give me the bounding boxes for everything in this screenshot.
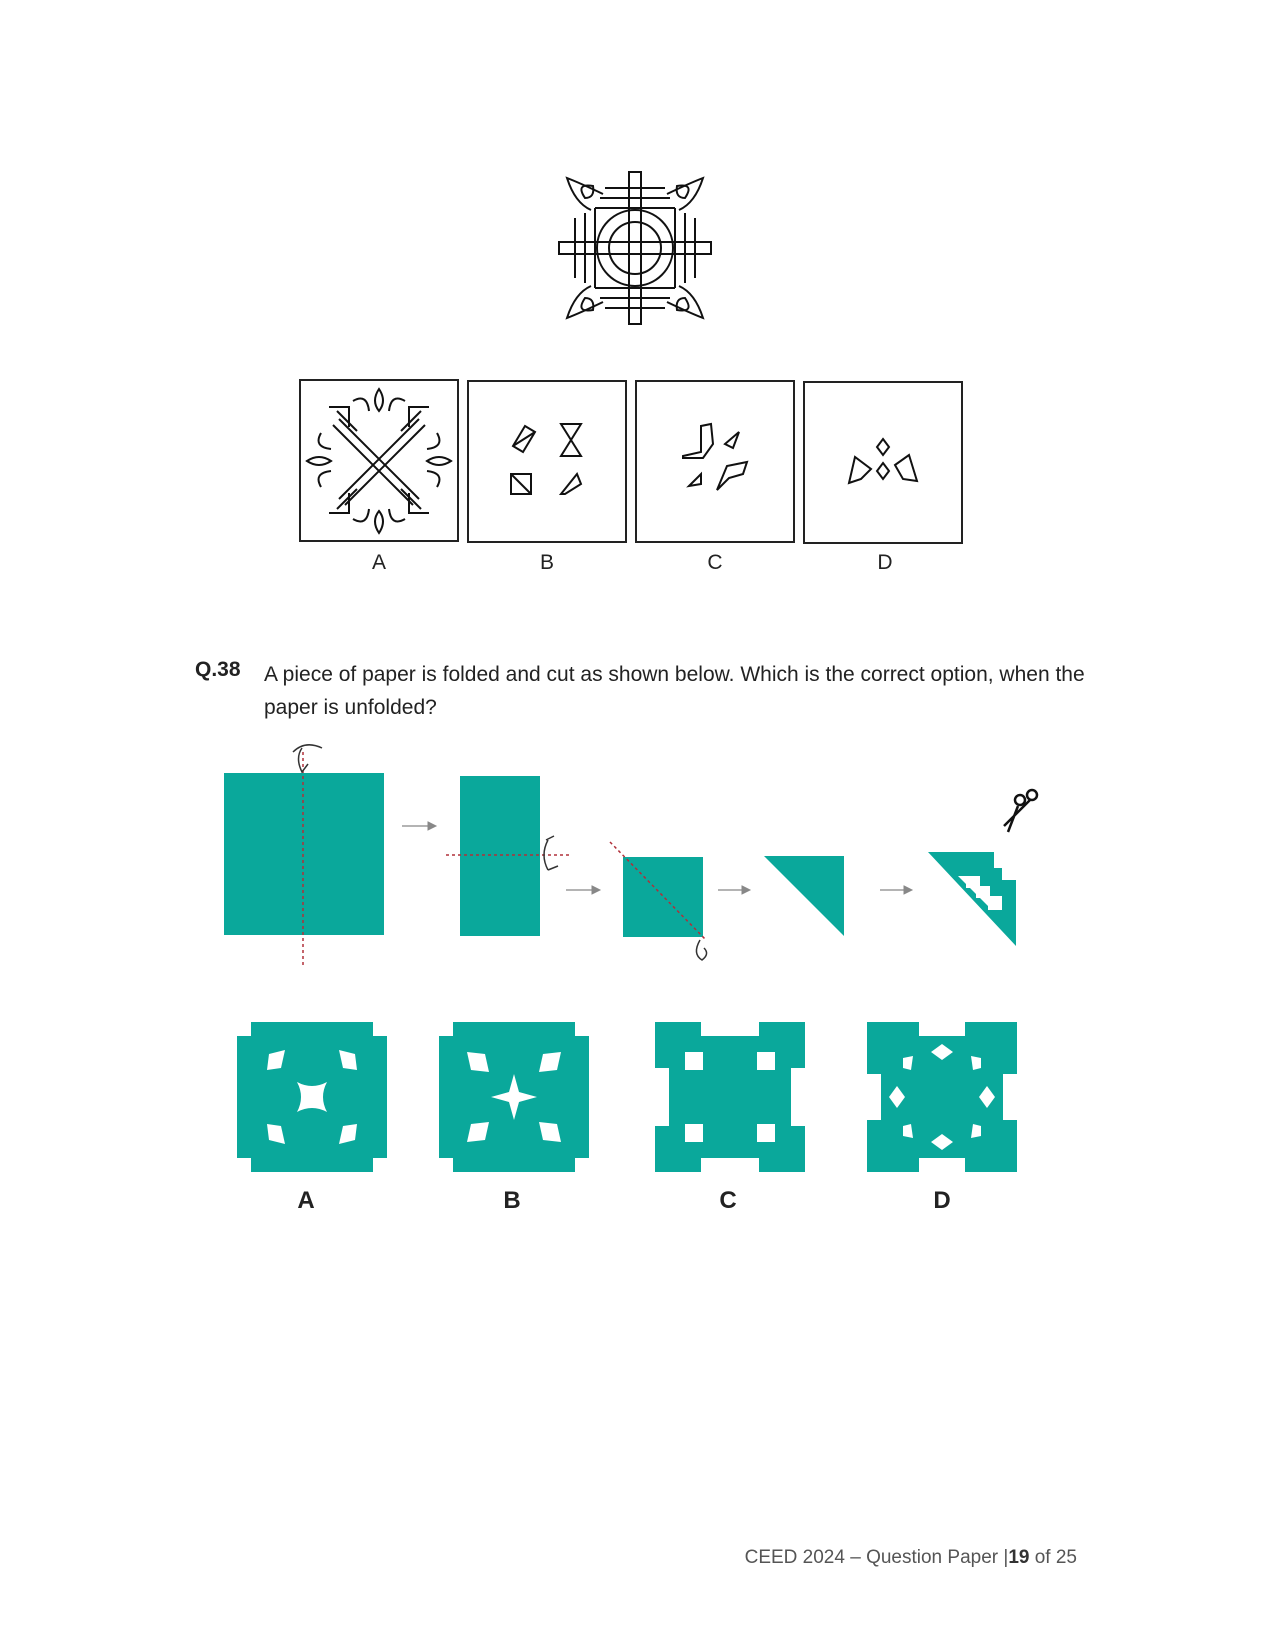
q37-option-d-box[interactable] [803, 381, 963, 544]
q37-option-b-box[interactable] [467, 380, 627, 543]
q38-option-a-figure[interactable] [237, 1022, 387, 1172]
option-a-figure [301, 381, 457, 540]
q37-option-c-box[interactable] [635, 380, 795, 543]
fold-arrow-icon [293, 745, 322, 772]
q38-option-d-figure[interactable] [867, 1022, 1017, 1172]
reference-figure [555, 168, 715, 328]
option-c-figure [637, 382, 793, 541]
q38-label-d: D [933, 1187, 951, 1214]
q38-option-b-figure[interactable] [439, 1022, 589, 1172]
paper-step-4 [764, 856, 844, 936]
q37-label-c: C [707, 551, 723, 574]
fold-arrow-icon [696, 940, 706, 960]
paper-step-5-cut [928, 852, 1016, 946]
option-d-figure [805, 383, 961, 542]
step-arrow [566, 886, 600, 894]
question-text: A piece of paper is folded and cut as shown below. Which is the correct option, when the paper is unfolded? [264, 663, 1085, 719]
paper-step-2 [460, 776, 540, 936]
q37-label-a: A [371, 551, 386, 574]
q38-label-b: B [503, 1187, 521, 1214]
q37-label-d: D [877, 551, 893, 574]
footer-page-number: 19 [1008, 1547, 1030, 1568]
q38-label-c: C [719, 1187, 737, 1214]
step-arrow [880, 886, 912, 894]
q37-option-a-box[interactable] [299, 379, 459, 542]
step-arrow [402, 822, 436, 830]
folding-sequence-figure [210, 740, 1070, 970]
page-footer [745, 1547, 1077, 1569]
question-number: Q.38 [195, 658, 241, 681]
paper-step-1 [224, 773, 384, 935]
step-arrow [718, 886, 750, 894]
q37-label-b: B [539, 551, 554, 574]
scissors-icon [1004, 790, 1037, 832]
fold-arrow-icon [544, 836, 558, 870]
q38-label-a: A [297, 1187, 315, 1214]
footer-prefix: CEED 2024 – Question Paper | [744, 1547, 1009, 1568]
option-b-figure [469, 382, 625, 541]
footer-suffix: of 25 [1029, 1547, 1077, 1568]
q38-option-c-figure[interactable] [655, 1022, 805, 1172]
